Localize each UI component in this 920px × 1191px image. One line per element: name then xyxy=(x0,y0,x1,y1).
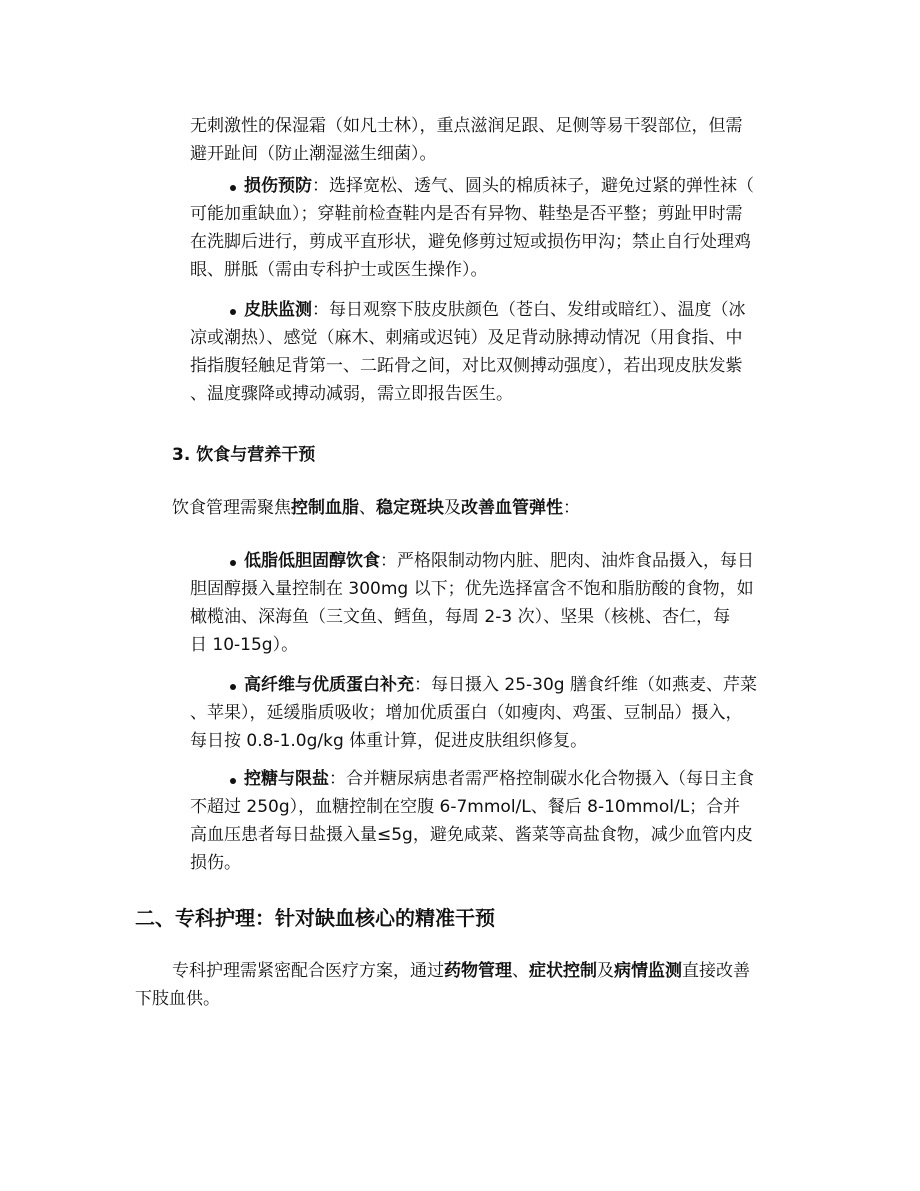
bullet-skin-monitoring xyxy=(190,296,746,408)
bullet-label: 低脂低胆固醇饮食 xyxy=(244,551,380,571)
bullet-line: 指指腹轻触足背第一、二跖骨之间，对比双侧搏动强度），若出现皮肤发紫 xyxy=(190,356,743,376)
diet-intro xyxy=(172,494,580,522)
intro-text: 及 xyxy=(444,498,461,518)
intro-text: 及 xyxy=(597,961,614,981)
bullet-line: ：选择宽松、透气、圆头的棉质袜子，避免过紧的弹性袜（ xyxy=(312,176,754,196)
bullet-line: ：每日观察下肢皮肤颜色（苍白、发绀或暗红）、温度（冰 xyxy=(312,300,746,320)
intro-bold: 病情监测 xyxy=(614,961,682,981)
specialist-care-intro-line2: 下肢血供。 xyxy=(135,989,220,1009)
bullet-label: 高纤维与优质蛋白补充 xyxy=(244,675,414,695)
continued-paragraph xyxy=(190,112,743,168)
intro-text: 饮食管理需聚焦 xyxy=(172,498,291,518)
paragraph-line: 避开趾间（防止潮湿滋生细菌）。 xyxy=(190,144,437,164)
bullet-low-fat-diet xyxy=(190,547,754,659)
bullet-line: 凉或潮热）、感觉（麻木、刺痛或迟钝）及足背动脉搏动情况（用食指、中 xyxy=(190,328,743,348)
intro-bold: 药物管理 xyxy=(444,961,512,981)
bullet-line: 橄榄油、深海鱼（三文鱼、鳕鱼，每周 2-3 次）、坚果（核桃、杏仁，每 xyxy=(190,607,731,627)
intro-bold: 改善血管弹性 xyxy=(461,498,563,518)
bullet-line: 、温度骤降或搏动减弱，需立即报告医生。 xyxy=(190,384,513,404)
specialist-care-intro xyxy=(172,957,750,985)
intro-text: ： xyxy=(563,498,580,518)
bullet-line: 胆固醇摄入量控制在 300mg 以下；优先选择富含不饱和脂肪酸的食物，如 xyxy=(190,579,754,599)
bullet-line: 不超过 250g），血糖控制在空腹 6-7mmol/L、餐后 8-10mmol/L；合并 xyxy=(190,797,741,817)
bullet-line: 、苹果），延缓脂质吸收；增加优质蛋白（如瘦肉、鸡蛋、豆制品）摄入， xyxy=(190,703,743,723)
paragraph-line: 无刺激性的保湿霜（如凡士林），重点滋润足跟、足侧等易干裂部位，但需 xyxy=(190,116,743,136)
bullet-line: 高血压患者每日盐摄入量≤5g，避免咸菜、酱菜等高盐食物，减少血管内皮 xyxy=(190,825,753,845)
bullet-label: 控糖与限盐 xyxy=(244,769,329,789)
bullet-injury-prevention xyxy=(190,172,754,284)
bullet-label: 损伤预防 xyxy=(244,176,312,196)
section-heading-diet: 3. 饮食与营养干预 xyxy=(172,445,316,465)
bullet-sugar-salt-control xyxy=(190,765,754,877)
bullet-line: 在洗脚后进行，剪成平直形状，避免修剪过短或损伤甲沟；禁止自行处理鸡 xyxy=(190,232,751,252)
bullet-line: ：每日摄入 25-30g 膳食纤维（如燕麦、芹菜 xyxy=(414,675,757,695)
intro-text: 专科护理需紧密配合医疗方案，通过 xyxy=(172,961,444,981)
intro-bold: 症状控制 xyxy=(529,961,597,981)
bullet-line: ：合并糖尿病患者需严格控制碳水化合物摄入（每日主食 xyxy=(329,769,754,789)
bullet-line: 日 10-15g）。 xyxy=(190,635,299,655)
bullet-fiber-protein xyxy=(190,671,757,755)
intro-bold: 稳定斑块 xyxy=(376,498,444,518)
bullet-line: 眼、胼胝（需由专科护士或医生操作）。 xyxy=(190,260,488,280)
section-heading-specialist-care: 二、专科护理：针对缺血核心的精准干预 xyxy=(135,906,495,930)
intro-text: 、 xyxy=(512,961,529,981)
bullet-line: ：严格限制动物内脏、肥肉、油炸食品摄入，每日 xyxy=(380,551,754,571)
intro-text: 、 xyxy=(359,498,376,518)
bullet-label: 皮肤监测 xyxy=(244,300,312,320)
intro-bold: 控制血脂 xyxy=(291,498,359,518)
intro-text: 直接改善 xyxy=(682,961,750,981)
bullet-line: 可能加重缺血）；穿鞋前检查鞋内是否有异物、鞋垫是否平整；剪趾甲时需 xyxy=(190,204,743,224)
bullet-line: 每日按 0.8-1.0g/kg 体重计算，促进皮肤组织修复。 xyxy=(190,731,588,751)
bullet-line: 损伤。 xyxy=(190,853,241,873)
